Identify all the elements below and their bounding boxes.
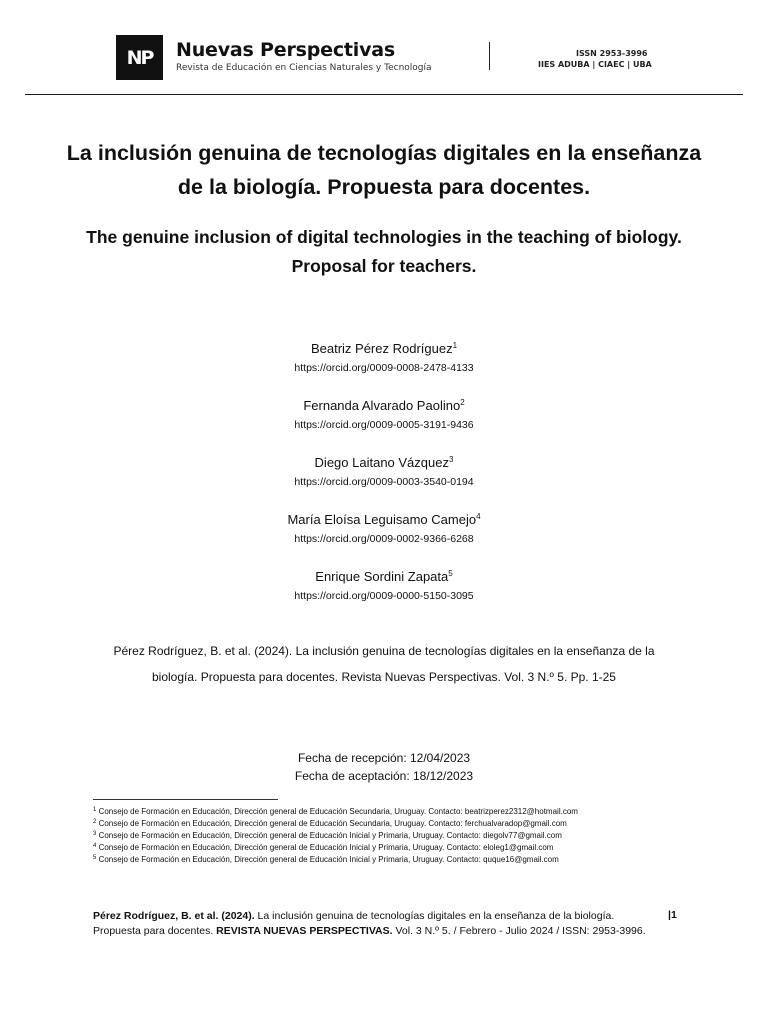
journal-logo: NP	[116, 35, 163, 80]
footnotes	[93, 806, 713, 866]
accepted-date: Fecha de aceptación: 18/12/2023	[294, 769, 474, 783]
footer-journal: REVISTA NUEVAS PERSPECTIVAS.	[216, 925, 393, 937]
article-dates	[0, 749, 768, 785]
page-number: |1	[668, 909, 677, 921]
article-title-english: The genuine inclusion of digital technologies in the teaching of biology. Proposal for teachers.	[86, 227, 682, 276]
article-title-spanish: La inclusión genuina de tecnologías digitales en la enseñanza de la biología. Propuesta para docentes.	[66, 141, 702, 199]
footer-title: La inclusión genuina de tecnologías digitales en la enseñanza de la biología. Propuesta para docentes.	[93, 910, 615, 937]
issn-label: ISSN 2953-3996	[576, 49, 648, 58]
footer-volume: Vol. 3 N.º 5. / Febrero - Julio 2024 / ISSN: 2953-3996.	[392, 925, 646, 937]
footnote: $^3$ Consejo de Formación en Educación, Dirección general de Educación Inicial y Primaria, Uruguay. Contacto: diegolv77@gmail.com	[93, 831, 562, 840]
received-date: Fecha de recepción: 12/04/2023	[297, 751, 471, 765]
footnote-mark: 2	[460, 398, 465, 407]
orcid-link[interactable]: https://orcid.org/0009-0002-9366-6268	[294, 533, 474, 545]
author-list	[0, 340, 768, 625]
journal-header	[0, 0, 768, 95]
author-name: Enrique Sordini Zapata$^5$	[315, 569, 453, 584]
footnote-rule	[93, 799, 278, 800]
footnote: $^1$ Consejo de Formación en Educación, Dirección general de Educación Secundaria, Uruguay. Contacto: beatrizperez2312@hotmail.com	[93, 807, 578, 816]
author-entry	[0, 340, 768, 397]
author-entry	[0, 454, 768, 511]
author-name: Diego Laitano Vázquez$^3$	[314, 455, 454, 470]
footnote: $^2$ Consejo de Formación en Educación, Dirección general de Educación Secundaria, Uruguay. Contacto: ferchualvaradop@gmail.com	[93, 819, 567, 828]
citation-text: Pérez Rodríguez, B. et al. (2024). La inclusión genuina de tecnologías digitales en la enseñanza de la biología. Propuesta para docentes. Revista Nuevas Perspectivas. Vol. 3 N.º 5. Pp. 1-25	[113, 644, 655, 684]
footnote-mark: 5	[448, 569, 453, 578]
orcid-link[interactable]: https://orcid.org/0009-0008-2478-4133	[294, 362, 474, 374]
footer-authors: Pérez Rodríguez, B. et al. (2024).	[93, 910, 255, 922]
header-divider	[489, 42, 490, 70]
page-footer	[93, 909, 653, 939]
journal-name: Nuevas Perspectivas	[176, 39, 395, 61]
author-name: Fernanda Alvarado Paolino$^2$	[303, 398, 465, 413]
author-name: María Eloísa Leguisamo Camejo$^4$	[287, 512, 481, 527]
footnote: $^5$ Consejo de Formación en Educación, Dirección general de Educación Inicial y Primaria, Uruguay. Contacto: quque16@gmail.com	[93, 855, 559, 864]
author-entry	[0, 568, 768, 625]
author-entry	[0, 397, 768, 454]
footnote-mark: 4	[476, 512, 481, 521]
header-rule	[25, 94, 743, 95]
footnote: $^4$ Consejo de Formación en Educación, Dirección general de Educación Inicial y Primaria, Uruguay. Contacto: eloleg1@gmail.com	[93, 843, 554, 852]
orcid-link[interactable]: https://orcid.org/0009-0003-3540-0194	[294, 476, 474, 488]
institutions-label: IIES ADUBA | CIAEC | UBA	[538, 60, 652, 69]
author-entry	[0, 511, 768, 568]
orcid-link[interactable]: https://orcid.org/0009-0000-5150-3095	[294, 590, 474, 602]
footnote-mark: 3	[448, 455, 454, 464]
journal-subtitle: Revista de Educación en Ciencias Naturales y Tecnología	[176, 63, 432, 73]
author-name: Beatriz Pérez Rodríguez$^1$	[310, 341, 458, 356]
orcid-link[interactable]: https://orcid.org/0009-0005-3191-9436	[294, 419, 474, 431]
footnote-mark: 1	[452, 341, 458, 350]
